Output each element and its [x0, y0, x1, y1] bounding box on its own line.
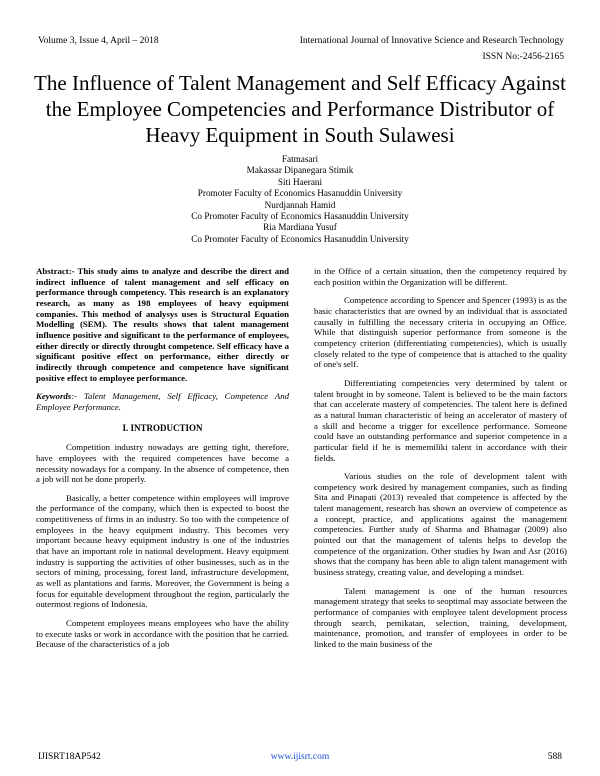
footer-website-link[interactable]: www.ijisrt.com [270, 752, 330, 762]
header-journal: International Journal of Innovative Science and Research Technology [299, 36, 564, 46]
author-name: Fatmasari [281, 154, 319, 164]
left-column [36, 266, 289, 658]
author-affiliation: Co Promoter Faculty of Economics Hasanuddin University [191, 233, 409, 244]
body-paragraph: Differentiating competencies very determined by talent or talent brought in by someone. Talent is believed to be the main factors that can accelerate mastery of competencies. The talent here is defined as a natural human characteristic of being an accelerator of mastery of a skill and become a trigger for excellence performance. Someone could have an outstanding performance and superior competence in a particular field if he is mememiliki talent in accordance with their fields. [314, 377, 567, 463]
header-volume: Volume 3, Issue 4, April – 2018 [38, 36, 159, 46]
author-affiliation: Makassar Dipanegara Stimik [246, 165, 354, 176]
body-paragraph: Competent employees means employees who have the ability to execute tasks or work in accordance with the position that he carried. Because of the characteristics of a job [36, 618, 289, 650]
keywords-label: Keywords [36, 391, 72, 402]
abstract: Abstract:- This study aims to analyze and describe the direct and indirect influence of talent management and self efficacy on performance through competency. This research is an explanatory research, as many as 198 employees of heavy equipment companies. This method of analysys uses is Structural Equation Modelling (SEM). The results shows that talent management influence positive and significant to the performance of employees, either directly or directly throught competence. Self efficacy have a significant positive effect on performance, either directly or indirectly through competence and competence have significant positive effect to employee performance. [36, 266, 289, 383]
body-paragraph: Talent management is one of the human resources management strategy that seeks to seoptimal may associate between the performance of companies with employee talent development process through search, pemikatan, selection, training, development, maintenance, promotion, and transfer of employees in order to be linked to the main business of the [314, 585, 567, 649]
section-heading-introduction: I. INTRODUCTION [122, 422, 203, 433]
body-paragraph: Basically, a better competence within employees will improve the performance of the company, which then is expected to boost the competitiveness of firms in an industry. So too with the competence of employees in the heavy equipment industry. This becomes very important because heavy equipment industry is one of the industries that have an important role in national development. Heavy equipment industry is supporting the activities of other businesses, such as in the sectors of mining, processing, forest land, infrastructure development, as well as plantations and farms. Moreover, the Government is being a focus for equitable development throughout the region, particularly the outermost regions of Indonesia. [36, 492, 289, 610]
author-affiliation: Co Promoter Faculty of Economics Hasanuddin University [191, 211, 409, 222]
footer-paper-id: IJISRT18AP542 [38, 752, 101, 762]
body-paragraph: Various studies on the role of development talent with competency work desired by management companies, such as finding Sita and Pinapati (2013) revealed that competence is affected by the talent management, research has shown an overview of competence as a concept, practice, and applications against the management competencies. Further study of Sharma and Bhatnagar (2009) also pointed out that the management of talents helps to develop the competence of the organization. Other studies by Iwan and Asr (2016) shows that the company has been able to align talent management with business strategy, creating value, and developing a mindset. [314, 471, 567, 578]
keywords [36, 391, 289, 412]
right-column [314, 266, 567, 658]
body-paragraph-continued: in the Office of a certain situation, then the competency required by each position within the Organization will be different. [314, 266, 567, 287]
author-name: Nurdjannah Hamid [264, 199, 336, 210]
paper-title: The Influence of Talent Management and Self Efficacy Against the Employee Competencies and Performance Distributor of Heavy Equipment in South Sulawesi [34, 71, 566, 147]
author-name: Ria Mardiana Yusuf [263, 222, 337, 233]
keywords-text: :- Talent Management, Self Efficacy, Competence And Employee Performance. [36, 391, 289, 412]
header-issn: ISSN No:-2456-2165 [482, 52, 564, 62]
body-paragraph: Competition industry nowadays are getting tight, therefore, have employees with the required competences have become a necessity nowadays for a company. In the absence of competence, then a job will not be done properly. [36, 442, 289, 485]
body-paragraph: Competence according to Spencer and Spencer (1993) is as the basic characteristics that are owned by an individual that is associated causally in fulfilling the necessary criteria in occupying an Office. While that distinguish superior performance from someone is the competency criterion (differentiating competencies), which is usually closely related to the type of competence that is attached to the quality of one's self. [314, 295, 567, 370]
author-block [30, 154, 570, 245]
author-affiliation: Promoter Faculty of Economics Hasanuddin University [197, 188, 403, 199]
author-name: Siti Haerani [277, 176, 323, 187]
footer-page-number: 588 [547, 752, 562, 762]
